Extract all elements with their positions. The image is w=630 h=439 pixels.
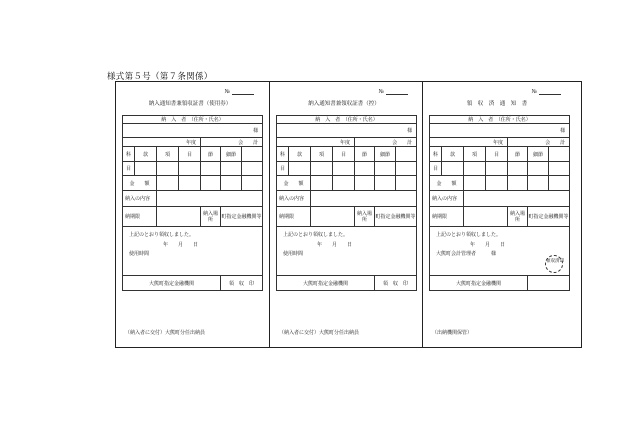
forms-frame [115,81,582,348]
content-label: 納入の内容 [277,191,311,207]
seal-label [528,276,570,291]
form-title: 納入通知書兼領収証書（控） [308,101,380,107]
fiscal-year: 年度 [123,138,201,147]
payer-label: 納 入 者 （住所・氏名） [123,116,263,124]
bank-name: 大熊町指定金融機関 [430,276,528,291]
extra-text: 大熊町会計管理者 様 [436,251,497,257]
place-label: 納入場所 [355,207,375,227]
payer-name: 様 [123,124,263,138]
bank-name: 大熊町指定金融機関 [123,276,221,291]
bank-name: 大熊町指定金融機関 [277,276,375,291]
form-title: 領 収 済 通 知 書 [466,101,528,107]
payer-name: 様 [430,124,570,138]
subject-saisetsu: 細節 [375,147,396,162]
amount-label: 金 額 [123,176,157,191]
subject-moku: 目 [333,147,355,162]
account: 会 計 [201,138,263,147]
form-footer: （納入者に交付）大熊町分任出納員 [279,330,360,336]
receipt-form [116,82,264,347]
account: 会 計 [508,138,570,147]
form-table [122,115,263,291]
serial-number: № [379,89,408,95]
form-table [429,115,570,291]
received-text: 上記のとおり領収しました。 [129,232,195,238]
place-label: 納入場所 [201,207,221,227]
payer-name: 様 [277,124,417,138]
receipt-date: 年 月 日 [163,242,199,248]
subject-kan: 款 [135,147,157,162]
receipt-form [423,82,571,347]
received-text: 上記のとおり領収しました。 [436,232,502,238]
subject-moku: 目 [486,147,508,162]
received-text: 上記のとおり領収しました。 [283,232,349,238]
deadline-label: 納期限 [277,207,311,227]
subject-label: 目 [277,162,289,176]
extra-text: 使用時間 [129,251,150,257]
bank-label: 町指定金融機関等 [375,207,417,227]
subject-label: 目 [430,162,442,176]
form-footer: （納入者に交付）大熊町分任出納員 [125,330,206,336]
form-footer: （出納機関保管） [432,330,473,336]
subject-saisetsu: 細節 [528,147,549,162]
fiscal-year: 年度 [277,138,355,147]
account: 会 計 [355,138,417,147]
content-label: 納入の内容 [123,191,157,207]
seal-label: 領 収 印 [375,276,417,291]
subject-kou: 項 [157,147,179,162]
page-title: 様式第５号（第７条関係） [107,72,213,82]
receipt-date: 年 月 日 [317,242,353,248]
bank-label: 町指定金融機関等 [221,207,263,227]
subject-saisetsu: 細節 [221,147,242,162]
fiscal-year: 年度 [430,138,508,147]
subject-label: 目 [123,162,135,176]
content-label: 納入の内容 [430,191,464,207]
subject-kan: 款 [442,147,464,162]
form-title: 納入通知書兼領収証書（使用券） [148,101,232,107]
subject-moku: 目 [179,147,201,162]
serial-number: № [532,89,561,95]
subject-label: 科 [430,147,442,162]
form-table [276,115,417,291]
subject-kan: 款 [289,147,311,162]
receipt-form [270,82,418,347]
place-label: 納入場所 [508,207,528,227]
subject-label: 科 [123,147,135,162]
subject-kou: 項 [464,147,486,162]
deadline-label: 納期限 [123,207,157,227]
serial-number: № [225,89,254,95]
extra-text: 使用時間 [283,251,304,257]
payer-label: 納 入 者 （住所・氏名） [277,116,417,124]
subject-label: 科 [277,147,289,162]
subject-setsu: 節 [508,147,528,162]
receipt-stamp: 領収済印 [545,255,563,273]
seal-label: 領 収 印 [221,276,263,291]
bank-label: 町指定金融機関等 [528,207,570,227]
subject-setsu: 節 [355,147,375,162]
payer-label: 納 入 者 （住所・氏名） [430,116,570,124]
amount-label: 金 額 [277,176,311,191]
subject-kou: 項 [311,147,333,162]
receipt-date: 年 月 日 [470,242,506,248]
subject-setsu: 節 [201,147,221,162]
deadline-label: 納期限 [430,207,464,227]
amount-label: 金 額 [430,176,464,191]
